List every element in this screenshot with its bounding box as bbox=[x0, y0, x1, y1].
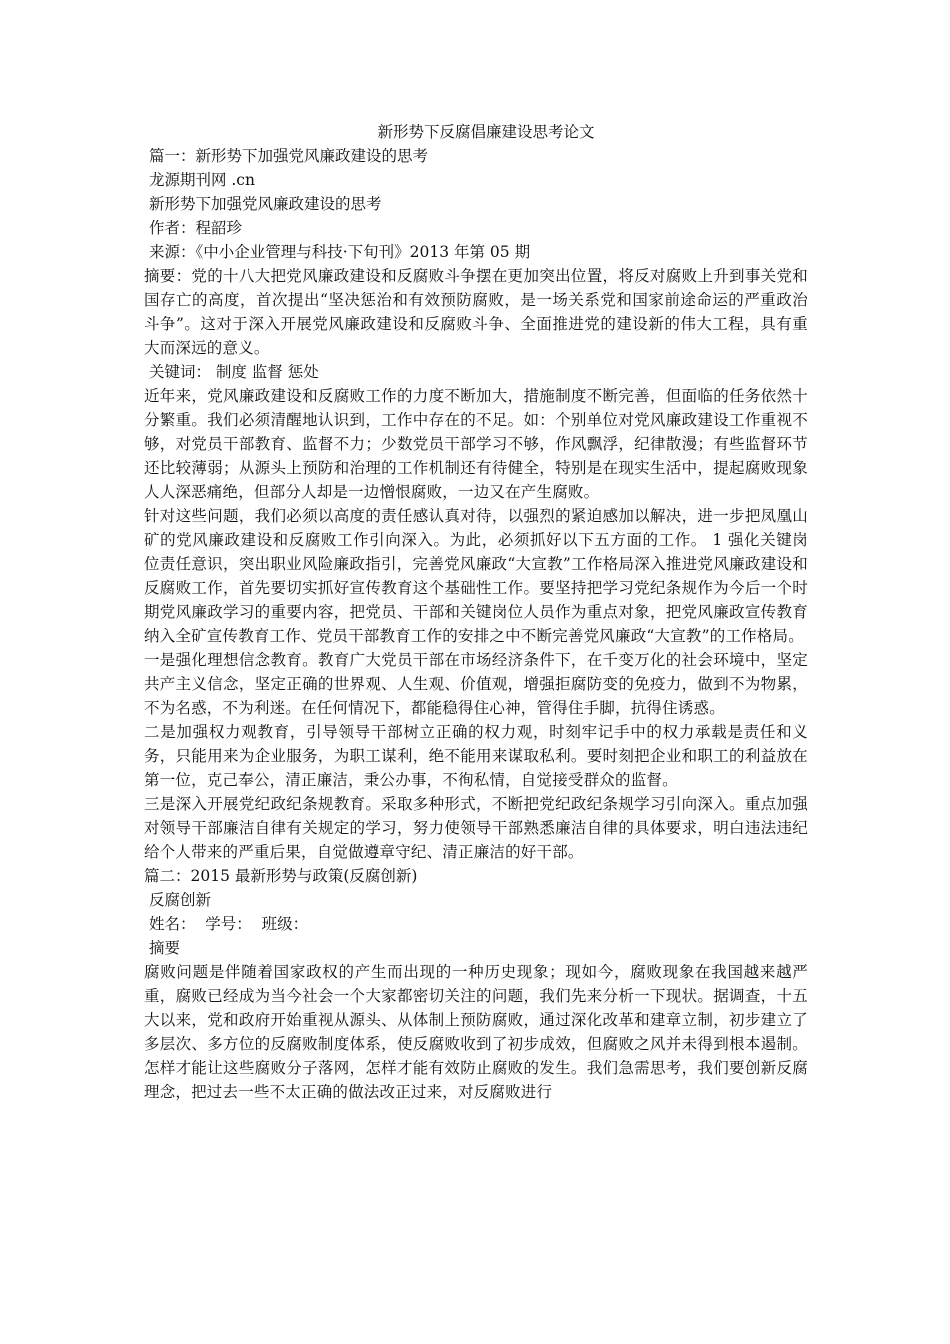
section2-heading: 篇二：2015 最新形势与政策(反腐创新) bbox=[144, 867, 418, 885]
document-title: 新形势下反腐倡廉建设思考论文 bbox=[377, 123, 595, 141]
body-paragraph-3: 一是强化理想信念教育。教育广大党员干部在市场经济条件下，在千变万化的社会环境中，坚定共产主义信念，坚定正确的世界观、人生观、价值观，增强拒腐防变的免疫力，做到不为物累，不为名惑，不为利迷。在任何情况下，都能稳得住心神，管得住手脚，抗得住诱惑。 bbox=[144, 651, 808, 717]
abstract-paragraph: 摘要：党的十八大把党风廉政建设和反腐败斗争摆在更加突出位置，将反对腐败上升到事关党和国存亡的高度，首次提出“坚决惩治和有效预防腐败，是一场关系党和国家前途命运的严重政治斗争”。这对于深入开展党风廉政建设和反腐败斗争、全面推进党的建设新的伟大工程，具有重大而深远的意义。 bbox=[144, 267, 808, 357]
author-line: 作者：程韶珍 bbox=[144, 219, 242, 237]
source-site: 龙源期刊网 .cn bbox=[144, 171, 255, 189]
body-paragraph-4: 二是加强权力观教育，引导领导干部树立正确的权力观，时刻牢记手中的权力承载是责任和义务，只能用来为企业服务，为职工谋利，绝不能用来谋取私利。要时刻把企业和职工的利益放在第一位，克己奉公，清正廉洁，秉公办事，不徇私情，自觉接受群众的监督。 bbox=[144, 723, 808, 789]
body-paragraph-5: 三是深入开展党纪政纪条规教育。采取多种形式，不断把党纪政纪条规学习引向深入。重点加强对领导干部廉洁自律有关规定的学习，努力使领导干部熟悉廉洁自律的具体要求，明白违法违纪给个人带来的严重后果，自觉做遵章守纪、清正廉洁的好干部。 bbox=[144, 795, 808, 861]
document-page bbox=[144, 120, 808, 1104]
section2-abstract-paragraph: 腐败问题是伴随着国家政权的产生而出现的一种历史现象；现如今，腐败现象在我国越来越严重，腐败已经成为当今社会一个大家都密切关注的问题，我们先来分析一下现状。据调查，十五大以来，党和政府开始重视从源头、从体制上预防腐败，通过深化改革和建章立制，初步建立了多层次、多方位的反腐败制度体系，使反腐败收到了初步成效，但腐败之风并未得到根本遏制。怎样才能让这些腐败分子落网，怎样才能有效防止腐败的发生。我们急需思考，我们要创新反腐理念，把过去一些不太正确的做法改正过来，对反腐败进行 bbox=[144, 963, 808, 1101]
keywords-line: 关键词： 制度 监督 惩处 bbox=[144, 363, 319, 381]
article-title: 新形势下加强党风廉政建设的思考 bbox=[144, 195, 382, 213]
body-paragraph-1: 近年来，党风廉政建设和反腐败工作的力度不断加大，措施制度不断完善，但面临的任务依然十分繁重。我们必须清醒地认识到，工作中存在的不足。如：个别单位对党风廉政建设工作重视不够，对党员干部教育、监督不力；少数党员干部学习不够，作风飘浮，纪律散漫；有些监督环节还比较薄弱；从源头上预防和治理的工作机制还有待健全，特别是在现实生活中，提起腐败现象人人深恶痛绝，但部分人却是一边憎恨腐败，一边又在产生腐败。 bbox=[144, 387, 808, 501]
section1-heading: 篇一：新形势下加强党风廉政建设的思考 bbox=[144, 147, 428, 165]
body-paragraph-2: 针对这些问题，我们必须以高度的责任感认真对待，以强烈的紧迫感加以解决，进一步把凤凰山矿的党风廉政建设和反腐败工作引向深入。为此，必须抓好以下五方面的工作。 1 强化关键岗位责任意识，突出职业风险廉政指引，完善党风廉政“大宣教”工作格局深入推进党风廉政建设和反腐败工作，首先要切实抓好宣传教育这个基础性工作。要坚持把学习党纪条规作为今后一个时期党风廉政学习的重要内容，把党员、干部和关键岗位人员作为重点对象，把党风廉政宣传教育纳入全矿宣传教育工作、党员干部教育工作的安排之中不断完善党风廉政“大宣教”的工作格局。 bbox=[144, 507, 808, 645]
publication-line: 来源：《中小企业管理与科技·下旬刊》2013 年第 05 期 bbox=[144, 243, 531, 261]
student-info-line: 姓名： 学号： 班级： bbox=[144, 915, 309, 933]
section2-abstract-label: 摘要 bbox=[144, 939, 180, 957]
section2-title: 反腐创新 bbox=[144, 891, 211, 909]
